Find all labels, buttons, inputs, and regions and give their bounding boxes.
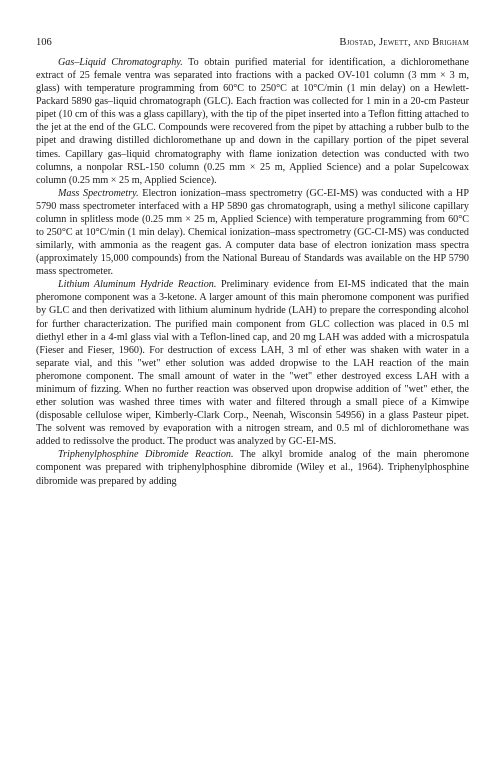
page bbox=[36, 36, 469, 488]
body-text bbox=[36, 56, 469, 488]
paragraph-mass-spectrometry bbox=[36, 187, 469, 279]
running-head-authors: Bjostad, Jewett, and Brigham bbox=[339, 37, 469, 48]
paragraph-text: Electron ionization–mass spectrometry (GC-EI-MS) was conducted with a HP 5790 mass spectrometer interfaced with a HP 5890 gas chromatograph, using a methyl silicone capillary column in splitless mode (0.25 mm × 25 m, Applied Science) with temperature programming from 60°C to 250°C at 10°C/min (1 min delay). Chemical ionization–mass spectrometry (GC-CI-MS) was conducted similarly, with ammonia as the reagent gas. A computer data base of electron ionization mass spectra (approximately 15,000 compounds) from the National Bureau of Standards was available on the HP 5790 mass spectrometer. bbox=[36, 187, 469, 278]
running-head bbox=[36, 36, 469, 50]
section-heading: Lithium Aluminum Hydride Reaction. bbox=[58, 279, 217, 291]
paragraph-triphenylphosphine-dibromide-reaction bbox=[36, 448, 469, 487]
section-heading: Triphenylphosphine Dibromide Reaction. bbox=[58, 449, 234, 461]
paragraph-lithium-aluminum-hydride-reaction bbox=[36, 278, 469, 448]
paragraph-text: Preliminary evidence from EI-MS indicated that the main pheromone component was a 3-ketone. A larger amount of this main pheromone component was purified by GLC and then derivatized with lithium aluminum hydride (LAH) to prepare the corresponding alcohol for further characterization. The purified main component from GLC collection was placed in 0.5 ml diethyl ether in a 4-ml glass vial with a Teflon-lined cap, and 20 mg LAH was added with a microspatula (Fieser and Fieser, 1960). For destruction of excess LAH, 3 ml of ether was shaken with water in a separate vial, and this "wet" ether solution was added dropwise to the LAH reaction of the main pheromone component. The small amount of water in the "wet" ether destroyed excess LAH with a minimum of fizzing. When no further reaction was observed upon dropwise addition of "wet" ether, the ether solution was washed three times with water and filtered through a small piece of a Kimwipe (disposable cellulose wiper, Kimberly-Clark Corp., Neenah, Wisconsin 54956) in a glass Pasteur pipet. The solvent was removed by evaporation with a nitrogen stream, and 0.5 ml of dichloromethane was added to redissolve the product. The product was analyzed by GC-EI-MS. bbox=[36, 279, 469, 448]
section-heading: Gas–Liquid Chromatography. bbox=[58, 57, 183, 68]
paragraph-text: To obtain purified material for identification, a dichloromethane extract of 25 female ventra was separated into fractions with a packed OV-101 column (3 mm × 3 m, glass) with temperature programming from 60°C to 250°C at 10°C/min (1 min delay) on a Hewlett-Packard 5890 gas–liquid chromatograph (GLC). Each fraction was collected for 1 min in a 20-cm Pasteur pipet (10 cm of this was a glass capillary), with the tip of the pipet inserted into a Teflon fitting attached to the jet at the end of the GLC. Compounds were recovered from the pipet by attaching a rubber bulb to the pipet and drawing distilled dichloromethane up and down in the capillary portion of the pipet several times. Capillary gas–liquid chromatography with flame ionization detection was conducted with two columns, a nonpolar RSL-150 column (0.25 mm × 25 m, Applied Science) and a polar Supelcowax column (0.25 mm × 25 m, Applied Science). bbox=[36, 57, 470, 186]
section-heading: Mass Spectrometry. bbox=[58, 187, 139, 199]
page-number: 106 bbox=[36, 37, 52, 48]
paragraph-gas-liquid-chromatography bbox=[36, 56, 469, 187]
paragraph-text: The alkyl bromide analog of the main pheromone component was prepared with triphenylphosphine dibromide (Wiley et al., 1964). Triphenylphosphine dibromide was prepared by adding bbox=[36, 449, 469, 487]
